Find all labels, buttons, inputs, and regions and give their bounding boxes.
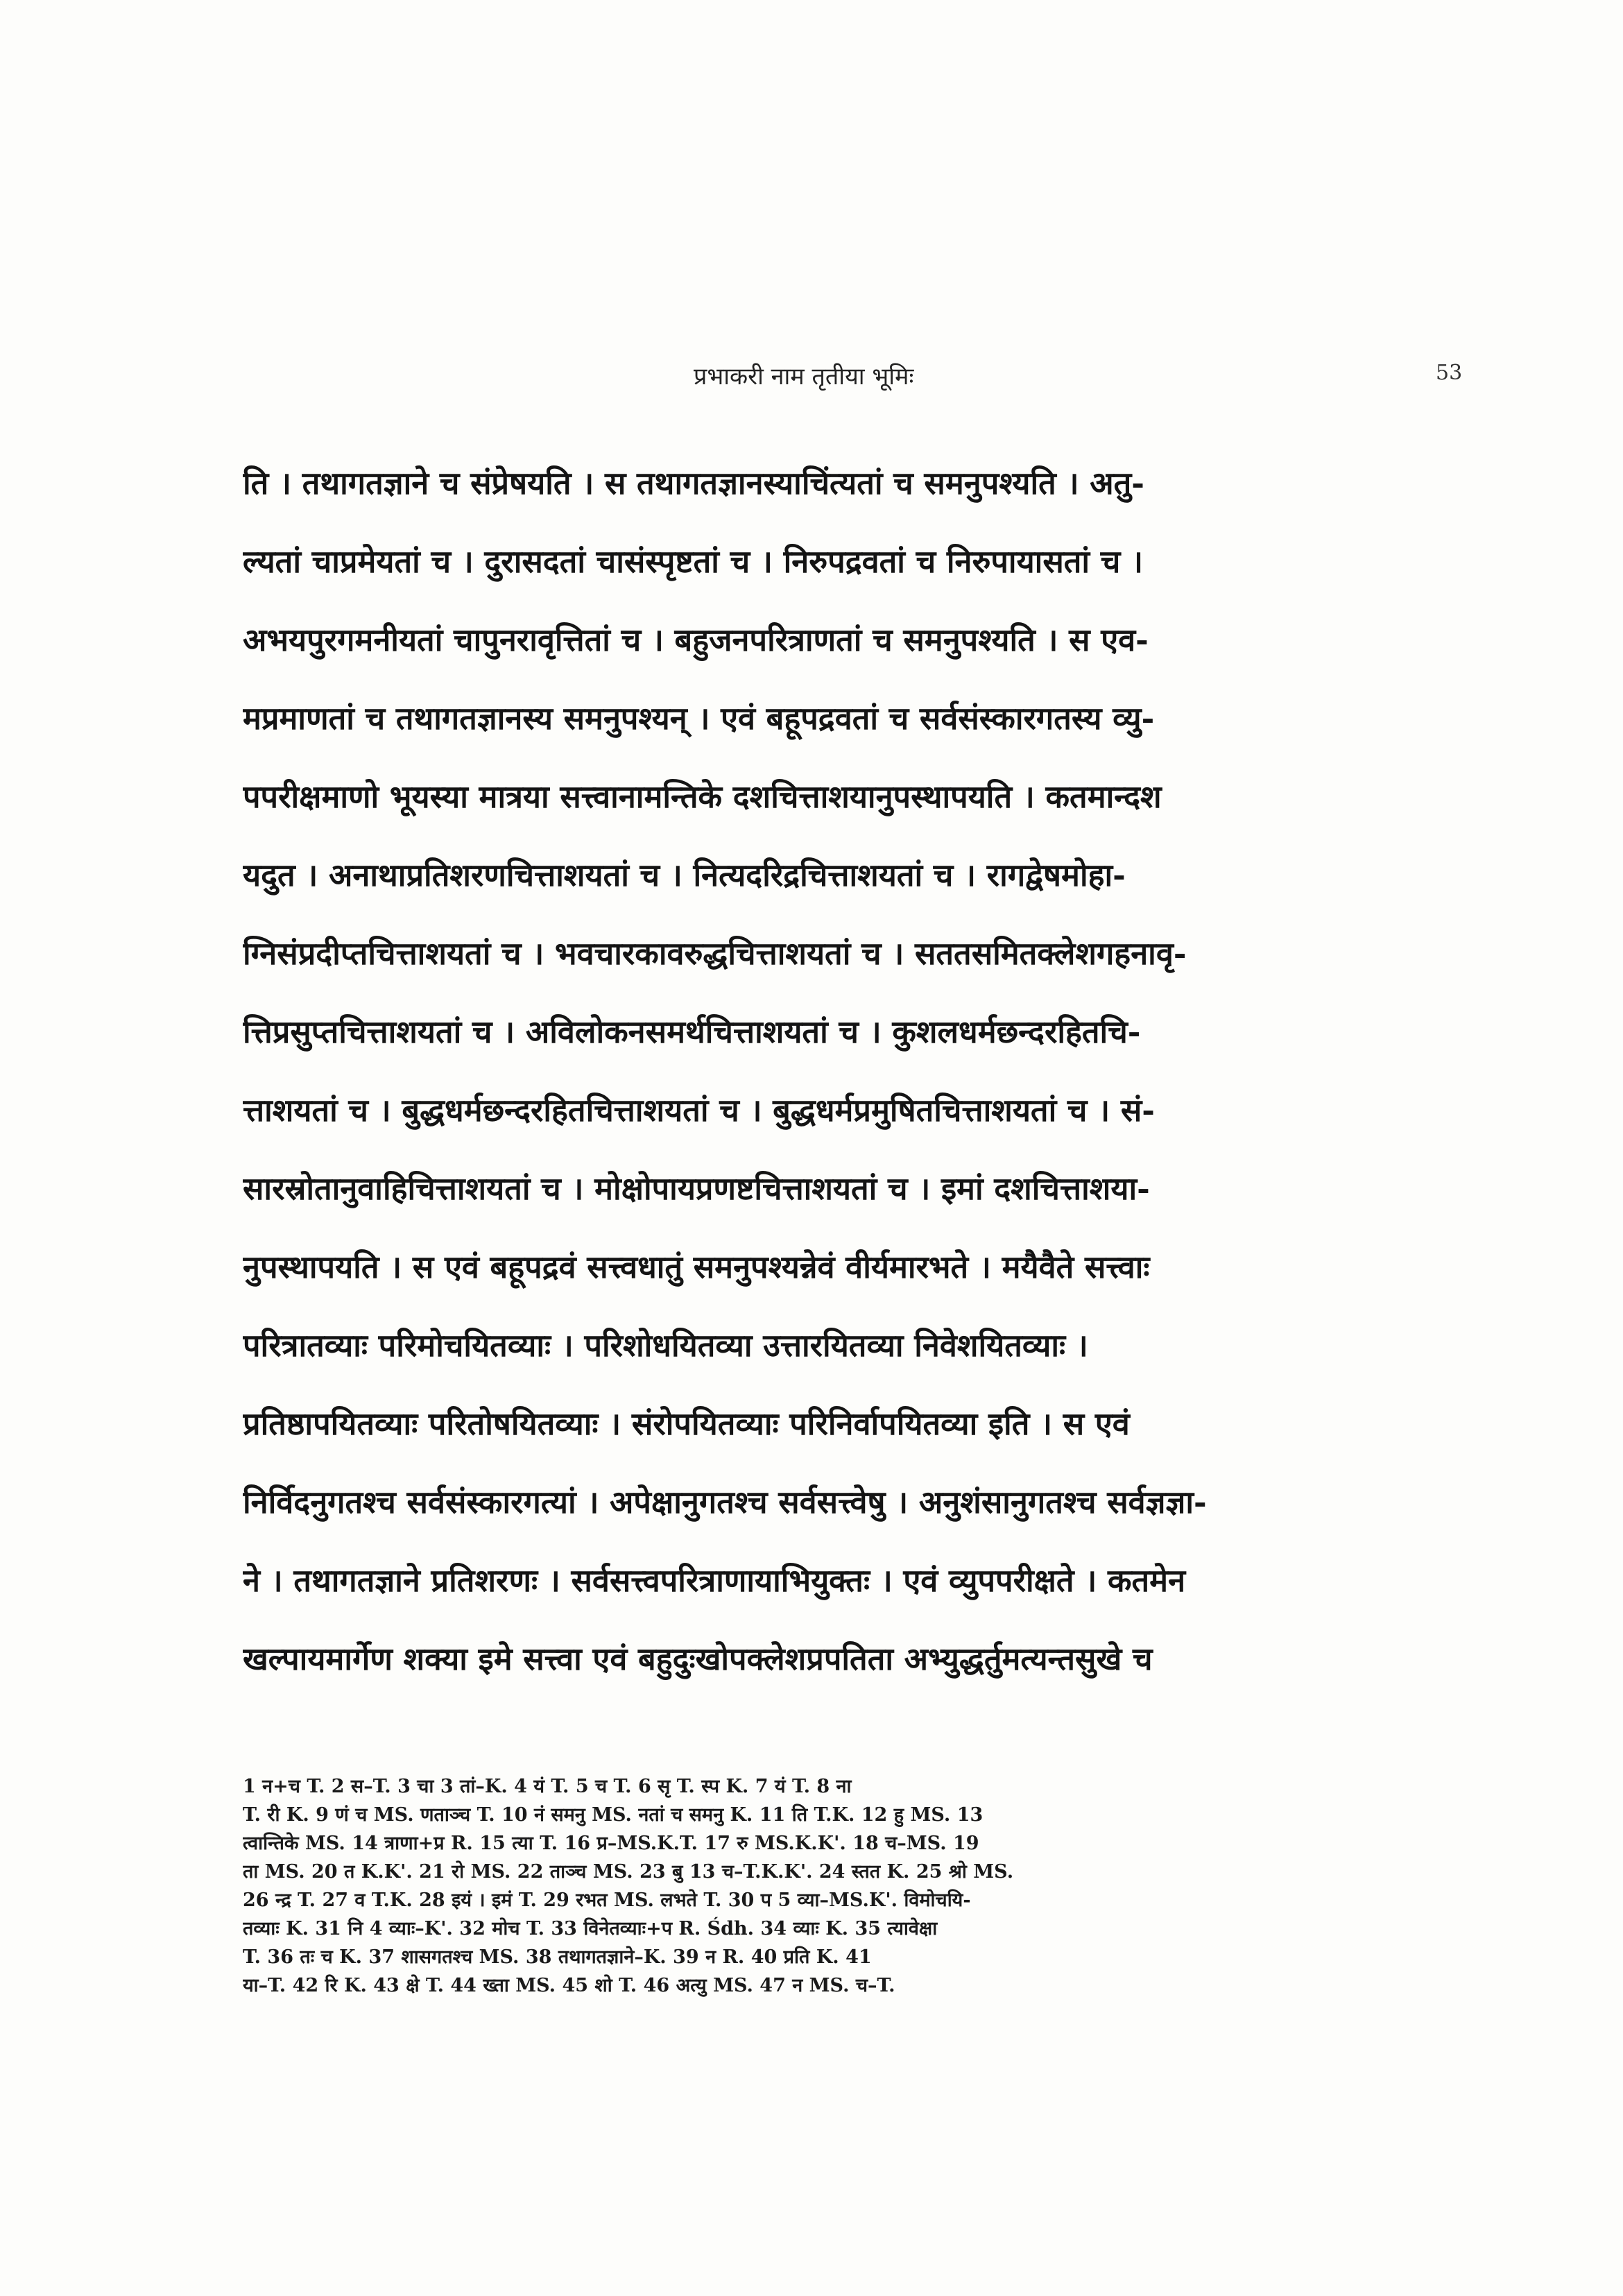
main-text-block (243, 444, 1457, 1698)
text-line: यदुत । अनाथाप्रतिशरणचित्ताशयतां च । नित्यदरिद्रचित्ताशयतां च । रागद्वेषमोहा- (243, 857, 1126, 893)
text-line: ति । तथागतज्ञाने च संप्रेषयति । स तथागतज्ञानस्याचिंत्यतां च समनुपश्यति । अतु- (243, 465, 1144, 502)
text-line: त्तिप्रसुप्तचित्ताशयतां च । अविलोकनसमर्थचित्ताशयतां च । कुशलधर्मछन्दरहितचि- (243, 1013, 1141, 1050)
running-head: प्रभाकरी नाम तृतीया भूमिः (694, 363, 914, 391)
footnote-line: ता MS. 20 त K.K'. 21 रो MS. 22 ताञ्च MS. 23 बु 13 च–T.K.K'. 24 स्तत K. 25 श्रो MS. (243, 1861, 1014, 1883)
text-line: परित्रातव्याः परिमोचयितव्याः । परिशोधयितव्या उत्तारयितव्या निवेशयितव्याः । (243, 1327, 1088, 1364)
footnote-line: T. री K. 9 णं च MS. णताञ्च T. 10 नं समनु MS. नतां च समनु K. 11 ति T.K. 12 हु MS. 13 (243, 1804, 984, 1826)
footnotes-block (243, 1772, 1450, 2000)
footnote-line: 26 न्द्र T. 27 व T.K. 28 इयं । इमं T. 29 रभत MS. लभते T. 30 प 5 व्या–MS.K'. विमोचयि- (243, 1890, 971, 1911)
text-line: ग्निसंप्रदीप्तचित्ताशयतां च । भवचारकावरुद्धचित्ताशयतां च । सततसमितक्लेशगहनावृ- (243, 935, 1187, 972)
text-line: अभयपुरगमनीयतां चापुनरावृत्तितां च । बहुजनपरित्राणतां च समनुपश्यति । स एव- (243, 622, 1149, 658)
text-line: निर्विदनुगतश्च सर्वसंस्कारगत्यां । अपेक्षानुगतश्च सर्वसत्त्वेषु । अनुशंसानुगतश्च सर्वज्ञज्ञा- (243, 1484, 1207, 1520)
footnote-line: तव्याः K. 31 नि 4 व्याः–K'. 32 मोच T. 33 विनेतव्याः+प R. Śdh. 34 व्याः K. 35 त्यावेक्षा (243, 1918, 938, 1939)
text-line: नुपस्थापयति । स एवं बहूपद्रवं सत्त्वधातुं समनुपश्यन्नेवं वीर्यमारभते । मयैवैते सत्त्वाः (243, 1249, 1150, 1285)
text-line: ल्यतां चाप्रमेयतां च । दुरासदतां चासंस्पृष्टतां च । निरुपद्रवतां च निरुपायासतां च । (243, 543, 1144, 580)
text-line: पपरीक्षमाणो भूयस्या मात्रया सत्त्वानामन्तिके दशचित्ताशयानुपस्थापयति । कतमान्दश (243, 778, 1162, 815)
text-line: त्ताशयतां च । बुद्धधर्मछन्दरहितचित्ताशयतां च । बुद्धधर्मप्रमुषितचित्ताशयतां च । सं- (243, 1092, 1155, 1129)
page-number: 53 (1436, 361, 1463, 385)
text-line: मप्रमाणतां च तथागतज्ञानस्य समनुपश्यन् । एवं बहूपद्रवतां च सर्वसंस्कारगतस्य व्यु- (243, 700, 1155, 737)
footnote-line: या–T. 42 रि K. 43 क्षे T. 44 ख्ता MS. 45 शो T. 46 अत्यु MS. 47 न MS. च–T. (243, 1975, 895, 1996)
text-line: खल्पायमार्गेण शक्या इमे सत्त्वा एवं बहुदुःखोपक्लेशप्रपतिता अभ्युद्धर्तुमत्यन्तसुखे च (243, 1640, 1153, 1677)
footnote-line: 1 न+च T. 2 स–T. 3 चा 3 तां–K. 4 यं T. 5 च T. 6 सृ T. स्प K. 7 यं T. 8 ना (243, 1776, 852, 1797)
text-line: प्रतिष्ठापयितव्याः परितोषयितव्याः । संरोपयितव्याः परिनिर्वापयितव्या इति । स एवं (243, 1405, 1130, 1442)
text-line: सारस्रोतानुवाहिचित्ताशयतां च । मोक्षोपायप्रणष्टचित्ताशयतां च । इमां दशचित्ताशया- (243, 1170, 1150, 1207)
footnote-line: त्वान्तिके MS. 14 त्राणा+प्र R. 15 त्या T. 16 प्र–MS.K.T. 17 रु MS.K.K'. 18 च–MS. 19 (243, 1833, 979, 1854)
footnote-line: T. 36 तः च K. 37 शासगतश्च MS. 38 तथागतज्ञाने–K. 39 न R. 40 प्रति K. 41 (243, 1946, 872, 1968)
text-line: ने । तथागतज्ञाने प्रतिशरणः । सर्वसत्त्वपरित्राणायाभियुक्तः । एवं व्युपपरीक्षते । कतमेन (243, 1562, 1186, 1599)
